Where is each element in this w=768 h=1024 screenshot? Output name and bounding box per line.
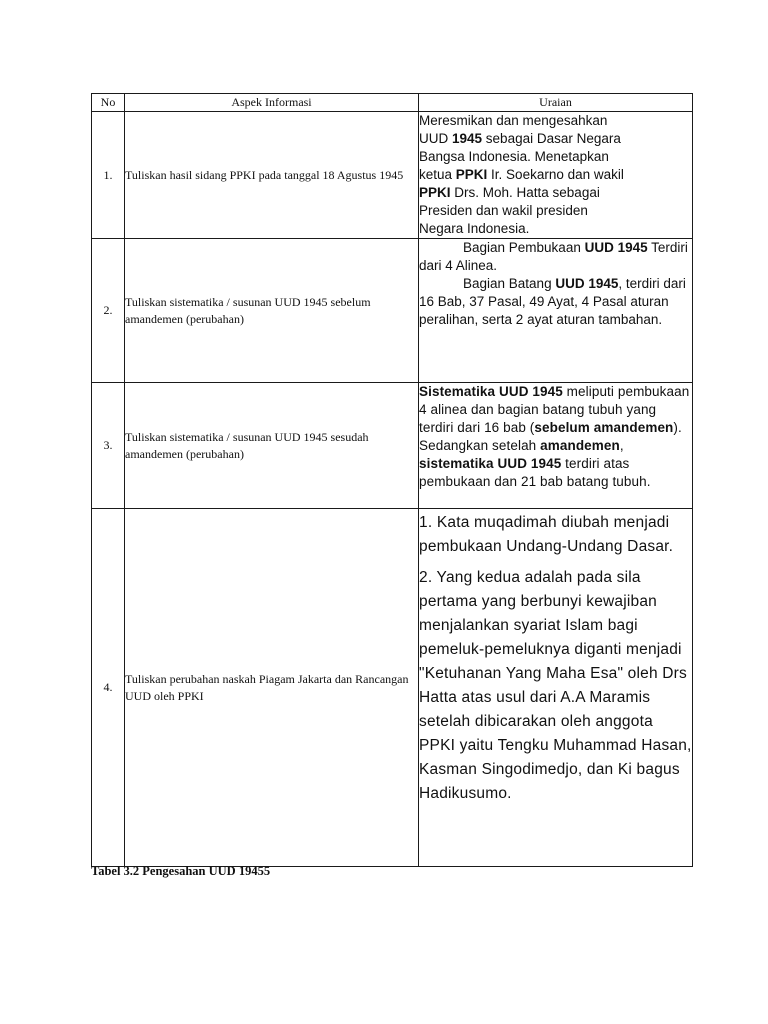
- row-number: 1.: [92, 112, 125, 239]
- table-row: [92, 509, 693, 867]
- uraian-text: Meresmikan dan mengesahkan UUD 1945 sebagai Dasar Negara Bangsa Indonesia. Menetapkan ketua PPKI Ir. Soekarno dan wakil PPKI Drs. Moh. Hatta sebagai Presiden dan wakil presiden Negara Indonesia.: [419, 113, 624, 236]
- table-row: [92, 112, 693, 239]
- header-no: No: [92, 94, 125, 112]
- header-aspek-informasi: Aspek Informasi: [125, 94, 419, 112]
- aspek-cell: Tuliskan hasil sidang PPKI pada tanggal 18 Agustus 1945: [125, 112, 419, 239]
- uraian-cell: [419, 112, 693, 239]
- uraian-text: [419, 509, 692, 806]
- table-header-row: [92, 94, 693, 112]
- uraian-text: Sistematika UUD 1945 meliputi pembukaan 4 alinea dan bagian batang tubuh yang terdiri dari 16 bab (sebelum amandemen). Sedangkan setelah amandemen, sistematika UUD 1945 terdiri atas pembukaan dan 21 bab batang tubuh.: [419, 384, 690, 489]
- row-number: 4.: [92, 509, 125, 867]
- uraian-cell: [419, 383, 693, 509]
- table-row: [92, 239, 693, 383]
- aspek-cell: Tuliskan sistematika / susunan UUD 1945 sesudah amandemen (perubahan): [125, 383, 419, 509]
- row-number: 2.: [92, 239, 125, 383]
- row-number: 3.: [92, 383, 125, 509]
- uraian-text: Bagian Pembukaan UUD 1945 Terdiri dari 4 Alinea. Bagian Batang UUD 1945, terdiri dari 16 Bab, 37 Pasal, 49 Ayat, 4 Pasal aturan peralihan, serta 2 ayat aturan tambahan.: [419, 240, 688, 327]
- uraian-paragraph: 1. Kata muqadimah diubah menjadi pembukaan Undang-Undang Dasar.: [419, 514, 674, 555]
- uraian-cell: [419, 239, 693, 383]
- uraian-cell: [419, 509, 693, 867]
- header-uraian: Uraian: [419, 94, 693, 112]
- table-row: [92, 383, 693, 509]
- info-table: [91, 93, 693, 867]
- table-caption: Tabel 3.2 Pengesahan UUD 19455: [91, 864, 271, 878]
- aspek-cell: Tuliskan perubahan naskah Piagam Jakarta dan Rancangan UUD oleh PPKI: [125, 509, 419, 867]
- uraian-paragraph: 2. Yang kedua adalah pada sila pertama yang berbunyi kewajiban menjalankan syariat Islam bagi pemeluk-pemeluknya diganti menjadi "Ketuhanan Yang Maha Esa" oleh Drs Hatta atas usul dari A.A Maramis setelah dibicarakan oleh anggota PPKI yaitu Tengku Muhammad Hasan, Kasman Singodimedjo, dan Ki bagus Hadikusumo.: [419, 569, 692, 802]
- aspek-cell: Tuliskan sistematika / susunan UUD 1945 sebelum amandemen (perubahan): [125, 239, 419, 383]
